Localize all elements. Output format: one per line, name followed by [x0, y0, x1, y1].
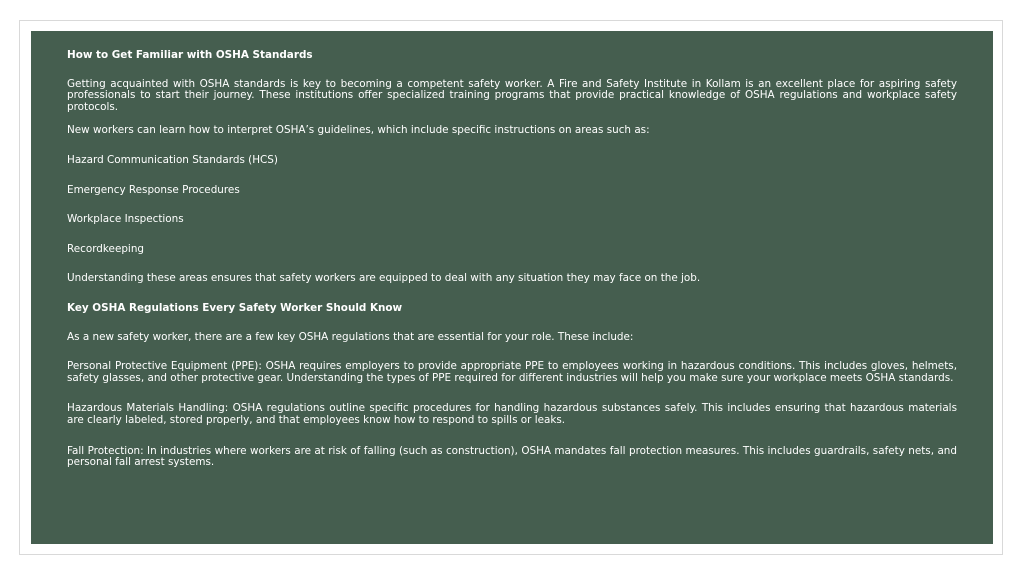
- list-item: Workplace Inspections: [67, 213, 184, 226]
- list-item: Emergency Response Procedures: [67, 183, 240, 196]
- list-item: Recordkeeping: [67, 242, 144, 255]
- section-heading: How to Get Familiar with OSHA Standards: [67, 49, 313, 61]
- section-heading: Key OSHA Regulations Every Safety Worker Should Know: [67, 301, 403, 314]
- list-item: Fall Protection: In industries where workers are at risk of falling (such as construction), OSHA mandates fall protection measures. This includes guardrails, safety nets, and personal fall arrest systems.: [67, 444, 957, 469]
- paragraph: Understanding these areas ensures that safety workers are equipped to deal with any situation they may face on the job.: [67, 272, 701, 285]
- paragraph: New workers can learn how to interpret OSHA’s guidelines, which include specific instructions on areas such as:: [67, 124, 650, 137]
- paragraph: As a new safety worker, there are a few key OSHA regulations that are essential for your role. These include:: [67, 330, 634, 343]
- list-item: Hazard Communication Standards (HCS): [67, 153, 278, 166]
- list-item: Personal Protective Equipment (PPE): OSHA requires employers to provide appropriate PPE to employees working in hazardous conditions. This includes gloves, helmets, safety glasses, and other protective gear. Understanding the types of PPE required for different industries will help you make sure your workplace meets OSHA standards.: [67, 360, 957, 384]
- list-item: Hazardous Materials Handling: OSHA regulations outline specific procedures for handling hazardous substances safely. This includes ensuring that hazardous materials are clearly labeled, stored properly, and that employees know how to respond to spills or leaks.: [67, 402, 957, 426]
- paragraph: Getting acquainted with OSHA standards is key to becoming a competent safety worker. A Fire and Safety Institute in Kollam is an excellent place for aspiring safety professionals to start their journey. These institutions offer specialized training programs that provide practical knowledge of OSHA regulations and workplace safety protocols.: [67, 77, 957, 113]
- slide-content: [31, 31, 993, 544]
